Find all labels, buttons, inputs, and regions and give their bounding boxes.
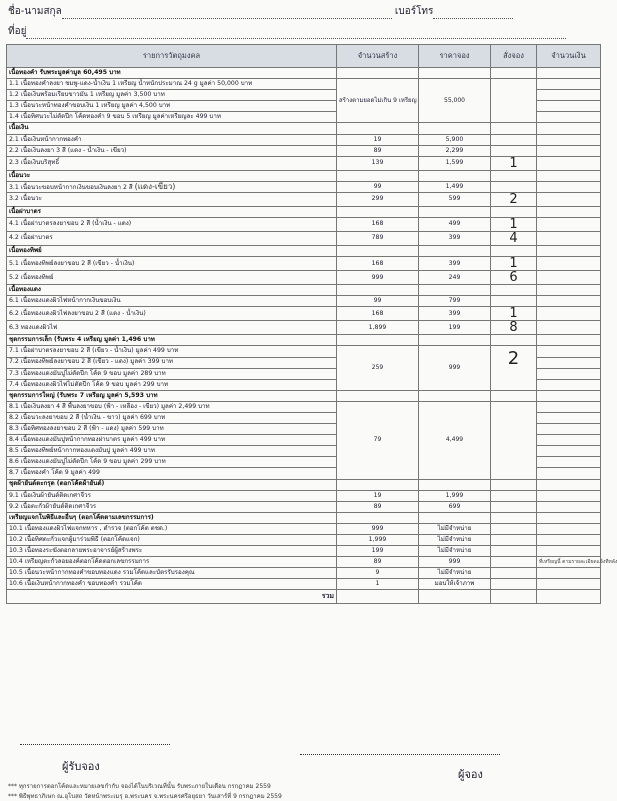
- item-cell: 6.1 เนื้อทองแดงผิวไฟหน้ากากเงินขอบเงิน: [7, 296, 337, 307]
- qty-cell: 89: [337, 557, 419, 568]
- order-cell[interactable]: [491, 546, 537, 557]
- name-field[interactable]: [62, 8, 392, 19]
- item-cell: 2.2 เนื้อเงินลงยา 3 สี (แดง - น้ำเงิน - เขียว): [7, 145, 337, 156]
- item-cell: เนื้อทองทิพย์: [7, 246, 337, 257]
- price-cell: 2,299: [419, 145, 491, 156]
- order-cell[interactable]: [491, 68, 537, 79]
- order-cell[interactable]: [491, 206, 537, 217]
- category-row: [7, 335, 601, 346]
- order-cell[interactable]: [491, 296, 537, 307]
- amount-cell[interactable]: [537, 412, 601, 423]
- order-cell[interactable]: [491, 181, 537, 192]
- amount-cell[interactable]: [537, 218, 601, 232]
- booker-label: ผู้จอง: [458, 768, 483, 781]
- category-row: [7, 512, 601, 523]
- table-row: [7, 145, 601, 156]
- amount-cell[interactable]: [537, 535, 601, 546]
- price-cell: 5,900: [419, 134, 491, 145]
- price-cell: [419, 206, 491, 217]
- amount-cell[interactable]: [537, 321, 601, 335]
- qty-cell: 199: [337, 546, 419, 557]
- item-cell: 8.6 เนื้อทองแดงมันปูไม่ตัดปีก โค้ด 9 ขอบ มูลค่า 299 บาท: [7, 457, 337, 468]
- table-row: [7, 321, 601, 335]
- price-cell: 1,599: [419, 156, 491, 170]
- table-row: [7, 535, 601, 546]
- table-row: [7, 192, 601, 206]
- order-cell[interactable]: 2: [491, 192, 537, 206]
- amount-cell[interactable]: [537, 296, 601, 307]
- order-cell[interactable]: [491, 170, 537, 181]
- amount-cell[interactable]: [537, 390, 601, 401]
- item-cell: 8.4 เนื้อทองแดงมันปูหน้ากากทองฝาบาตร มูลค่า 499 บาท: [7, 435, 337, 446]
- item-cell: 9.1 เนื้อเงินผ้ายันต์ติดเกศาจีวร: [7, 490, 337, 501]
- order-cell[interactable]: [491, 123, 537, 134]
- total-amount-cell[interactable]: [537, 590, 601, 604]
- item-cell: 8.7 เนื้อทองคำ โค้ด 9 มูลค่า 499: [7, 468, 337, 479]
- price-cell: [419, 285, 491, 296]
- table-row: [7, 307, 601, 321]
- amount-cell[interactable]: [537, 112, 601, 123]
- amount-cell[interactable]: [537, 479, 601, 490]
- item-cell: 7.3 เนื้อทองแดงมันปูไม่ตัดปีก โค้ด 9 ขอบ มูลค่า 289 บาท: [7, 368, 337, 379]
- qty-cell: 999: [337, 523, 419, 534]
- order-cell[interactable]: [491, 512, 537, 523]
- item-cell: 10.2 เนื้อทิศตะกั่วแจกผู้มาร่วมพิธี (ตอกโค้ดแจก): [7, 535, 337, 546]
- item-cell: 7.4 เนื้อทองแดงผิวไฟไม่ตัดปีก โค้ด 9 ขอบ มูลค่า 299 บาท: [7, 379, 337, 390]
- qty-cell: 789: [337, 232, 419, 246]
- merged-qty-cell: 259: [337, 346, 419, 390]
- amount-cell[interactable]: [537, 192, 601, 206]
- item-cell: 1.2 เนื้อเงินพร้อมเรียบขาวมัน 1 เหรียญ มูลค่า 3,500 บาท: [7, 90, 337, 101]
- price-cell: 1,499: [419, 181, 491, 192]
- amount-cell[interactable]: [537, 307, 601, 321]
- amount-cell[interactable]: [537, 156, 601, 170]
- order-cell[interactable]: 2: [491, 346, 537, 390]
- footer-note-2: *** พิธีพุทธาภิเษก ณ.อุโบสถ วัดหน้าพระเมรุ อ.พระนคร จ.พระนครศรีอยุธยา วันเสาร์ที่ 9 กรกฎาคม 2559: [8, 793, 282, 800]
- price-cell: [419, 170, 491, 181]
- qty-cell: 19: [337, 134, 419, 145]
- amount-cell[interactable]: [537, 206, 601, 217]
- merged-qty-cell: 79: [337, 401, 419, 479]
- order-cell[interactable]: [491, 501, 537, 512]
- price-cell: [419, 479, 491, 490]
- table-row: [7, 401, 601, 412]
- order-cell[interactable]: [491, 145, 537, 156]
- item-cell: 10.1 เนื้อทองแดงผิวไฟแจกทหาร , ตำรวจ (ตอกโค้ด ตชด.): [7, 523, 337, 534]
- amount-cell[interactable]: [537, 246, 601, 257]
- item-cell: 10.5 เนื้อนวะหน้ากากทองคำขอบทองแดง รวมโค้ดและบัตรรับรองคุณ: [7, 568, 337, 579]
- order-cell[interactable]: [491, 535, 537, 546]
- item-cell: 5.2 เนื้อทองทิพย์: [7, 271, 337, 285]
- order-cell[interactable]: [491, 579, 537, 590]
- item-cell: 3.2 เนื้อนวะ: [7, 192, 337, 206]
- table-row: [7, 546, 601, 557]
- qty-cell: 168: [337, 307, 419, 321]
- order-cell[interactable]: [491, 335, 537, 346]
- order-cell[interactable]: [491, 401, 537, 479]
- amount-cell[interactable]: [537, 468, 601, 479]
- category-row: [7, 285, 601, 296]
- qty-cell: 139: [337, 156, 419, 170]
- price-cell: [419, 246, 491, 257]
- table-row: [7, 501, 601, 512]
- price-cell: [419, 123, 491, 134]
- price-cell: 799: [419, 296, 491, 307]
- table-row: [7, 156, 601, 170]
- price-cell: 699: [419, 501, 491, 512]
- receiver-label: ผู้รับจอง: [62, 760, 100, 773]
- table-row: [7, 557, 601, 568]
- order-cell[interactable]: 1: [491, 257, 537, 271]
- amount-cell[interactable]: [537, 490, 601, 501]
- table-row: [7, 218, 601, 232]
- qty-cell: [337, 335, 419, 346]
- col-header-order: สั่งจอง: [491, 45, 537, 68]
- item-cell: 3.1 เนื้อนวะขอบหน้ากากเงินขอบเงินลงยา 2 สี (แดง-เขียว): [7, 181, 337, 192]
- amount-cell[interactable]: [537, 435, 601, 446]
- item-cell: 7.2 เนื้อทองทิพย์ลงยาขอบ 2 สี (เขียว - แดง) มูลค่า 399 บาท: [7, 357, 337, 368]
- item-cell: 6.3 ทองแดงผิวไฟ: [7, 321, 337, 335]
- item-cell: 8.3 เนื้อทิศทองลงยาขอบ 2 สี (ฟ้า - แดง) มูลค่า 599 บาท: [7, 424, 337, 435]
- item-cell: เนื้อทองแดง: [7, 285, 337, 296]
- total-label: รวม: [7, 590, 337, 604]
- category-row: [7, 479, 601, 490]
- qty-cell: 89: [337, 501, 419, 512]
- amount-cell[interactable]: [537, 335, 601, 346]
- col-header-amount: จำนวนเงิน: [537, 45, 601, 68]
- order-cell[interactable]: 1: [491, 307, 537, 321]
- item-cell: เนื้อนวะ: [7, 170, 337, 181]
- address-field[interactable]: [26, 28, 566, 39]
- qty-cell: 999: [337, 271, 419, 285]
- category-row: [7, 206, 601, 217]
- item-cell: เหรียญแจกในพิธีและอื่นๆ (ตอกโค้ดตามเลขกรรมการ): [7, 512, 337, 523]
- total-row: [7, 590, 601, 604]
- item-cell: 8.2 เนื้อนวะลงยาขอบ 2 สี (น้ำเงิน - ขาว) มูลค่า 699 บาท: [7, 412, 337, 423]
- price-cell: 499: [419, 218, 491, 232]
- booker-signature-line[interactable]: [300, 754, 500, 755]
- address-label: ที่อยู่: [8, 26, 27, 37]
- item-cell: เนื้อทองคำ รับพระมูลค่ามูล 60,495 บาท: [7, 68, 337, 79]
- table-row: [7, 181, 601, 192]
- amount-cell[interactable]: [537, 285, 601, 296]
- amount-cell[interactable]: [537, 346, 601, 357]
- item-cell: 1.3 เนื้อนวะหน้าทองคำขอบเงิน 1 เหรียญ มูลค่า 4,500 บาท: [7, 101, 337, 112]
- price-cell: 999: [419, 557, 491, 568]
- qty-cell: [337, 170, 419, 181]
- item-cell: 4.2 เนื้อฝาบาตร: [7, 232, 337, 246]
- table-row: [7, 79, 601, 90]
- item-cell: ชุดกรรมการเล็ก (รับพระ 4 เหรียญ มูลค่า 1,496 บาท: [7, 335, 337, 346]
- amount-cell[interactable]: [537, 257, 601, 271]
- amount-cell[interactable]: [537, 357, 601, 368]
- receiver-signature[interactable]: [20, 735, 174, 748]
- item-cell: 6.2 เนื้อทองแดงผิวไฟลงยาขอบ 2 สี (แดง - น้ำเงิน): [7, 307, 337, 321]
- name-line[interactable]: [8, 4, 513, 19]
- item-cell: ชุดผ้ายันต์ตะกรุด (ตอกโค้ดผ้ายันต์): [7, 479, 337, 490]
- price-cell: [419, 390, 491, 401]
- order-cell[interactable]: [491, 568, 537, 579]
- amount-cell[interactable]: [537, 568, 601, 579]
- qty-cell: 1: [337, 579, 419, 590]
- qty-cell: [337, 123, 419, 134]
- amount-cell[interactable]: [537, 446, 601, 457]
- table-row: [7, 523, 601, 534]
- qty-cell: 9: [337, 568, 419, 579]
- item-cell: 1.4 เนื้อทิศนวะไม่ตัดปีก โค้ดทองคำ 9 ขอบ 5 เหรียญ มูลค่าเหรียญละ 499 บาท: [7, 112, 337, 123]
- qty-cell: [337, 246, 419, 257]
- amount-cell[interactable]: [537, 145, 601, 156]
- order-cell[interactable]: [491, 490, 537, 501]
- amount-cell[interactable]: [537, 123, 601, 134]
- order-table: [6, 44, 617, 604]
- category-row: [7, 390, 601, 401]
- price-cell: 1,999: [419, 490, 491, 501]
- amount-cell[interactable]: [537, 401, 601, 412]
- item-cell: 5.1 เนื้อทองทิพย์ลงยาขอบ 2 สี (เขียว - น้ำเงิน): [7, 257, 337, 271]
- phone-label: เบอร์โทร: [394, 6, 434, 17]
- order-cell[interactable]: [491, 523, 537, 534]
- order-cell[interactable]: 1: [491, 218, 537, 232]
- order-cell[interactable]: [491, 79, 537, 123]
- order-cell[interactable]: 4: [491, 232, 537, 246]
- merged-price-cell: 55,000: [419, 79, 491, 123]
- merged-price-cell: 4,499: [419, 401, 491, 479]
- amount-cell[interactable]: [537, 101, 601, 112]
- item-cell: 7.1 เนื้อฝาบาตรลงยาขอบ 2 สี (เขียว - น้ำเงิน) มูลค่า 499 บาท: [7, 346, 337, 357]
- table-header-row: [7, 45, 601, 68]
- item-cell: 4.1 เนื้อฝาบาตรลงยาขอบ 2 สี (น้ำเงิน - แดง): [7, 218, 337, 232]
- order-cell[interactable]: [491, 557, 537, 568]
- table-row: [7, 579, 601, 590]
- amount-cell[interactable]: [537, 579, 601, 590]
- order-cell[interactable]: 1: [491, 156, 537, 170]
- qty-cell: 299: [337, 192, 419, 206]
- item-cell: 10.4 เหรียญตะกั่วลอยองค์ตอกโค้ดตอกเลขกรรมการ: [7, 557, 337, 568]
- item-cell: 2.1 เนื้อเงินหน้ากากทองคำ: [7, 134, 337, 145]
- amount-cell[interactable]: [537, 170, 601, 181]
- amount-cell[interactable]: ที่เหรียญนี้ ตามรายละเอียดแจ้งทีหลัง: [537, 557, 601, 568]
- price-cell: 399: [419, 232, 491, 246]
- price-cell: 249: [419, 271, 491, 285]
- table-row: [7, 490, 601, 501]
- qty-cell: [337, 479, 419, 490]
- order-cell[interactable]: [491, 285, 537, 296]
- qty-cell: [337, 390, 419, 401]
- amount-cell[interactable]: [537, 424, 601, 435]
- amount-cell[interactable]: [537, 134, 601, 145]
- price-cell: 399: [419, 307, 491, 321]
- booker-signature[interactable]: [300, 745, 504, 758]
- col-header-price: ราคาจอง: [419, 45, 491, 68]
- item-cell: 10.3 เนื้อทองระฆังตอกลายพระอาจารย์ผู้สร้างพระ: [7, 546, 337, 557]
- qty-cell: [337, 206, 419, 217]
- price-cell: ไม่มีจำหน่าย: [419, 568, 491, 579]
- qty-cell: 1,899: [337, 321, 419, 335]
- price-cell: ไม่มีจำหน่าย: [419, 523, 491, 534]
- merged-qty-cell: สร้างตามยอดไม่เกิน 9 เหรียญ: [337, 79, 419, 123]
- price-cell: [419, 512, 491, 523]
- table-row: [7, 271, 601, 285]
- price-cell: 399: [419, 257, 491, 271]
- qty-cell: [337, 512, 419, 523]
- footer-note-1: *** ทุกรายการตอกโค้ดและหมายเลขกำกับ จองได้ในบริเวณที่นั้น รับพระภายในเดือน กรกฎาคม 2559: [8, 783, 271, 790]
- amount-cell[interactable]: [537, 232, 601, 246]
- amount-cell[interactable]: [537, 546, 601, 557]
- order-cell[interactable]: 6: [491, 271, 537, 285]
- item-cell: 10.6 เนื้อเงินหน้ากากทองคำ ขอบทองคำ รวมโค้ด: [7, 579, 337, 590]
- qty-cell: 168: [337, 218, 419, 232]
- qty-cell: [337, 68, 419, 79]
- amount-cell[interactable]: [537, 501, 601, 512]
- category-row: [7, 68, 601, 79]
- price-cell: [419, 68, 491, 79]
- category-row: [7, 170, 601, 181]
- qty-cell: 99: [337, 181, 419, 192]
- category-row: [7, 246, 601, 257]
- order-cell[interactable]: [491, 134, 537, 145]
- order-cell[interactable]: [491, 390, 537, 401]
- price-cell: 199: [419, 321, 491, 335]
- col-header-item: รายการวัตถุมงคล: [7, 45, 337, 68]
- item-cell: 8.5 เนื้อทองทิพย์หน้ากากทองแดงมันปู มูลค่า 499 บาท: [7, 446, 337, 457]
- amount-cell[interactable]: [537, 68, 601, 79]
- price-cell: ไม่มีจำหน่าย: [419, 546, 491, 557]
- table-row: [7, 257, 601, 271]
- item-cell: 1.1 เนื้อทองคำลงยา ชมพู-แดง-น้ำเงิน 1 เหรียญ น้ำหนักประมาณ 24 g มูลค่า 50,000 บาท: [7, 79, 337, 90]
- table-row: [7, 568, 601, 579]
- qty-cell: 168: [337, 257, 419, 271]
- amount-cell[interactable]: [537, 523, 601, 534]
- table-row: [7, 346, 601, 357]
- amount-cell[interactable]: [537, 181, 601, 192]
- receiver-signature-line[interactable]: [20, 744, 170, 745]
- amount-cell[interactable]: [537, 457, 601, 468]
- total-empty-cell: [337, 590, 419, 604]
- amount-cell[interactable]: [537, 368, 601, 379]
- item-cell: 9.2 เนื้อตะกั่วผ้ายันต์ติดเกศาจีวร: [7, 501, 337, 512]
- name-label: ชื่อ-นามสกุล: [8, 6, 62, 17]
- amount-cell[interactable]: [537, 512, 601, 523]
- price-cell: [419, 335, 491, 346]
- item-cell: เนื้อเงิน: [7, 123, 337, 134]
- price-cell: มอบให้เจ้าภาพ: [419, 579, 491, 590]
- item-cell: 2.3 เนื้อเงินบริสุทธิ์: [7, 156, 337, 170]
- item-cell: เนื้อฝาบาตร: [7, 206, 337, 217]
- merged-price-cell: 999: [419, 346, 491, 390]
- order-cell[interactable]: [491, 479, 537, 490]
- category-row: [7, 123, 601, 134]
- qty-cell: 89: [337, 145, 419, 156]
- qty-cell: 99: [337, 296, 419, 307]
- table-row: [7, 134, 601, 145]
- amount-cell[interactable]: [537, 90, 601, 101]
- col-header-qty: จำนวนสร้าง: [337, 45, 419, 68]
- amount-cell[interactable]: [537, 79, 601, 90]
- qty-cell: [337, 285, 419, 296]
- item-cell: ชุดกรรมการใหญ่ (รับพระ 7 เหรียญ มูลค่า 5,593 บาท: [7, 390, 337, 401]
- address-line[interactable]: [8, 24, 566, 39]
- price-cell: ไม่มีจำหน่าย: [419, 535, 491, 546]
- amount-cell[interactable]: [537, 271, 601, 285]
- table-row: [7, 232, 601, 246]
- qty-cell: 19: [337, 490, 419, 501]
- table-row: [7, 296, 601, 307]
- amount-cell[interactable]: [537, 379, 601, 390]
- order-cell[interactable]: [491, 246, 537, 257]
- total-empty-cell[interactable]: [491, 590, 537, 604]
- order-cell[interactable]: 8: [491, 321, 537, 335]
- handwritten-note: (แดง-เขียว): [134, 181, 176, 191]
- price-cell: 599: [419, 192, 491, 206]
- qty-cell: 1,999: [337, 535, 419, 546]
- item-cell: 8.1 เนื้อเงินลงยา 4 สี พื้นลงยาขอบ (ฟ้า - เหลือง - เขียว) มูลค่า 2,499 บาท: [7, 401, 337, 412]
- phone-field[interactable]: [433, 8, 513, 19]
- total-empty-cell: [419, 590, 491, 604]
